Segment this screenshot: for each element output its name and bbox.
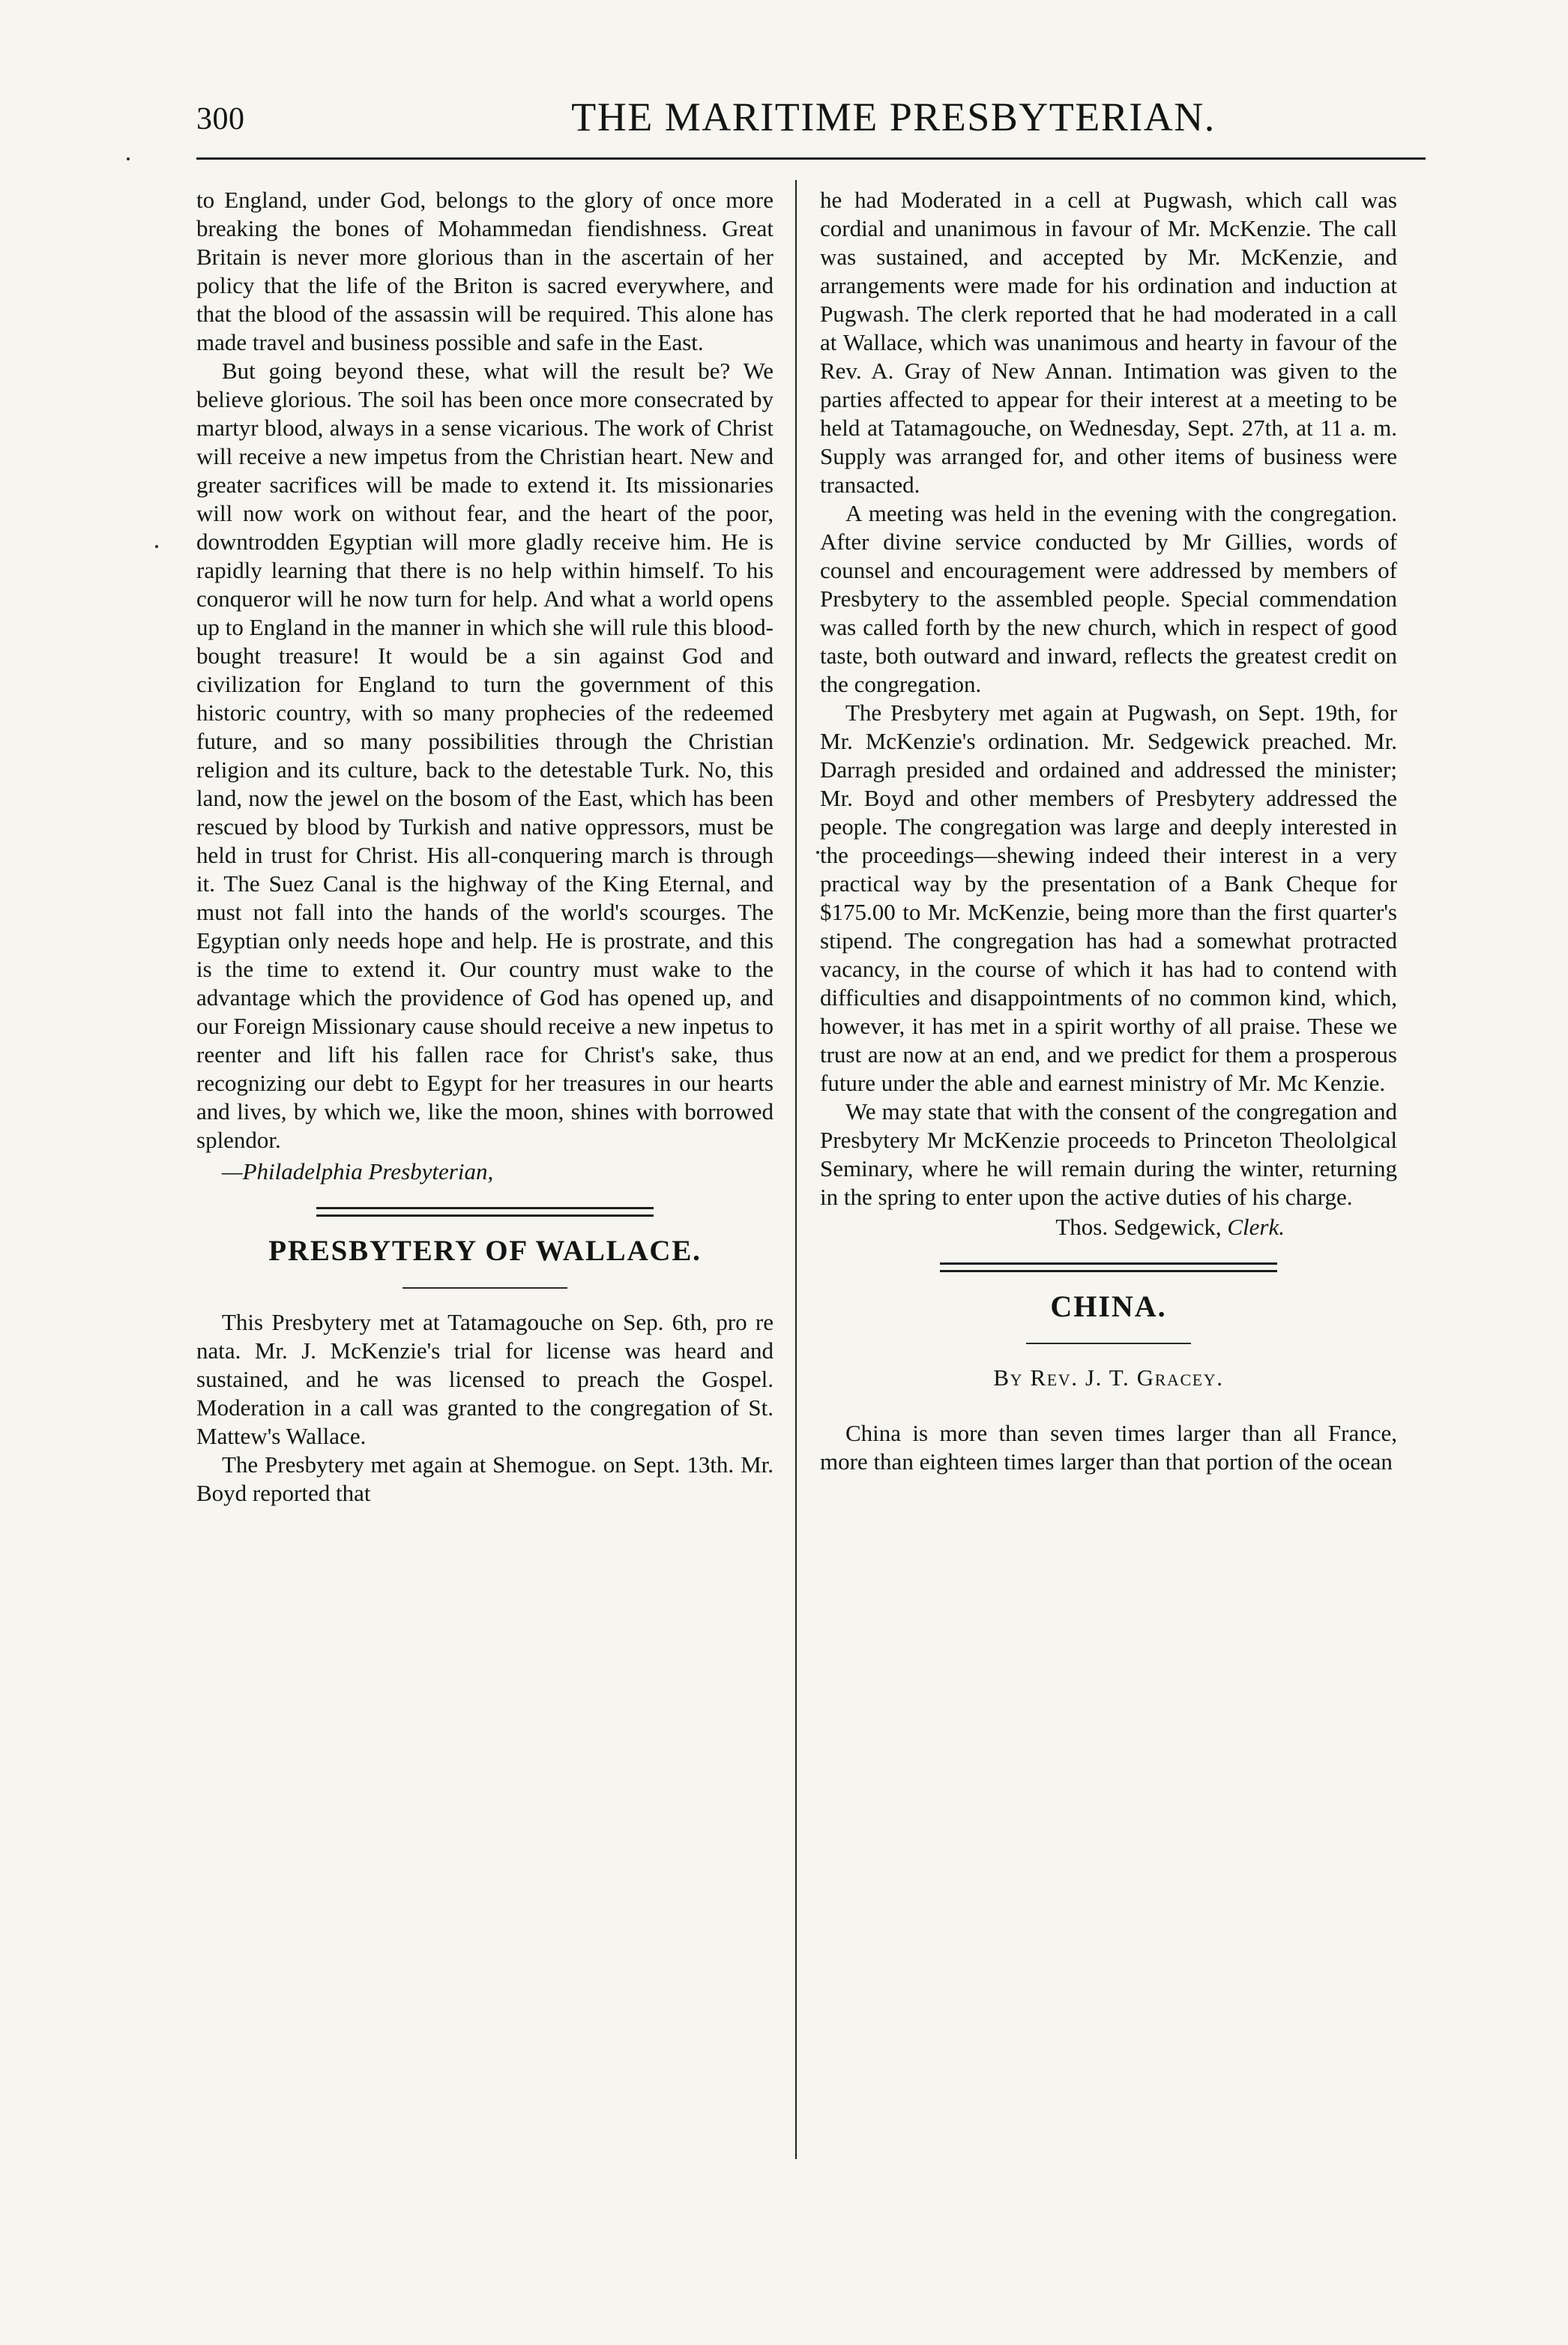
section-title-presbytery-of-wallace: PRESBYTERY OF WALLACE.: [268, 1235, 702, 1267]
right-paragraph-5: China is more than seven times larger than all France, more than eighteen times larger than that portion of the ocean: [820, 1420, 1397, 1475]
right-paragraph-2: A meeting was held in the evening with the congregation. After divine service conducted by Mr Gillies, words of counsel and encouragement were addressed by members of Presbytery to the assembled people. Special commendation was called forth by the new church, which in respect of good taste, both outward and inward, reflects the greatest credit on the congregation.: [820, 500, 1397, 697]
clerk-name: Thos. Sedgewick,: [1055, 1214, 1222, 1240]
left-paragraph-1: to England, under God, belongs to the glory of once more breaking the bones of Mohammedan fiendishness. Great Britain is never more glorious than in the ascertain of her policy that the life of the Briton is sacred everywhere, and that the blood of the assassin will be required. This alone has made travel and business possible and safe in the East.: [196, 187, 774, 355]
section-divider: [940, 1262, 1277, 1272]
print-speck: [816, 851, 819, 854]
article-byline: By Rev. J. T. Gracey.: [993, 1364, 1224, 1391]
section-title-china: CHINA.: [1050, 1289, 1167, 1323]
left-column: [196, 186, 774, 1508]
header-rule: [196, 157, 1426, 160]
section-underline: [1026, 1343, 1191, 1344]
print-speck: [155, 545, 158, 548]
right-paragraph-3: The Presbytery met again at Pugwash, on Sept. 19th, for Mr. McKenzie's ordination. Mr. Sedgewick preached. Mr. Darragh presided and ordained and addressed the minister; Mr. Boyd and other members of Presbytery addressed the people. The congregation was large and deeply interested in the proceedings—shewing indeed their interest in a very practical way by the presentation of a Bank Cheque for $175.00 to Mr. McKenzie, being more than the first quarter's stipend. The congregation has had a somewhat protracted vacancy, in the course of which it has had to contend with difficulties and disappointments of no common kind, which, however, it has met in a spirit worthy of all praise. These we trust are now at an end, and we predict for them a prosperous future under the able and earnest ministry of Mr. Mc Kenzie.: [820, 699, 1397, 1096]
clerk-title: Clerk.: [1227, 1214, 1285, 1240]
left-paragraph-3: This Presbytery met at Tatamagouche on Sep. 6th, pro re nata. Mr. J. McKenzie's trial for license was heard and sustained, and he was licensed to preach the Gospel. Moderation in a call was granted to the congregation of St. Mattew's Wallace.: [196, 1309, 774, 1449]
source-attribution: —Philadelphia Presbyterian,: [222, 1158, 494, 1184]
column-divider: [795, 180, 797, 2159]
running-title: THE MARITIME PRESBYTERIAN.: [571, 94, 1216, 139]
section-underline: [402, 1287, 567, 1289]
bottom-space: [820, 1476, 1397, 1488]
print-speck: [127, 157, 130, 160]
left-paragraph-2: But going beyond these, what will the result be? We believe glorious. The soil has been once more consecrated by martyr blood, always in a sense vicarious. The work of Christ will receive a new impetus from the Christian heart. New and greater sacrifices will be made to extend it. Its missionaries will now work on without fear, and the heart of the poor, downtrodden Egyptian will more gladly receive him. He is rapidly learning that there is no help within himself. To his conqueror will he now turn for help. And what a world opens up to England in the manner in which she will rule this blood-bought treasure! It would be a sin against God and civilization for England to turn the government of this historic country, with so many prophecies of the redeemed future, and so many possibilities through the Christian religion and its culture, back to the detestable Turk. No, this land, now the jewel on the bosom of the East, which has been rescued by blood by Turkish and native oppressors, must be held in trust for Christ. His all-conquering march is through it. The Suez Canal is the highway of the King Eternal, and must not fall into the hands of the world's scourges. The Egyptian only needs hope and help. He is prostrate, and this is the time to extend it. Our country must wake to the advantage which the providence of God has opened up, and our Foreign Missionary cause should receive a new inpetus to reenter and lift his fallen race for Christ's sake, thus recognizing our debt to Egypt for her treasures in our hearts and lives, by which we, like the moon, shines with borrowed splendor.: [196, 358, 774, 1153]
clerk-signature: [820, 1213, 1397, 1241]
right-column: [820, 186, 1397, 1488]
left-paragraph-4: The Presbytery met again at Shemogue. on Sept. 13th. Mr. Boyd reported that: [196, 1451, 774, 1506]
page-number: 300: [196, 102, 245, 136]
right-paragraph-1: he had Moderated in a cell at Pugwash, which call was cordial and unanimous in favour of Mr. McKenzie. The call was sustained, and accepted by Mr. McKenzie, and arrangements were made for his ordination and induction at Pugwash. The clerk reported that he had moderated in a call at Wallace, which was unanimous and hearty in favour of the Rev. A. Gray of New Annan. Intimation was given to the parties affected to appear for their interest at a meeting to be held at Tatamagouche, on Wednesday, Sept. 27th, at 11 a. m. Supply was arranged for, and other items of business were transacted.: [820, 187, 1397, 498]
right-paragraph-4: We may state that with the consent of the congregation and Presbytery Mr McKenzie proceeds to Princeton Theololgical Seminary, where he will remain during the winter, returning in the spring to enter upon the active duties of his charge.: [820, 1098, 1397, 1210]
page-header: [196, 93, 1426, 160]
section-divider: [316, 1207, 654, 1217]
